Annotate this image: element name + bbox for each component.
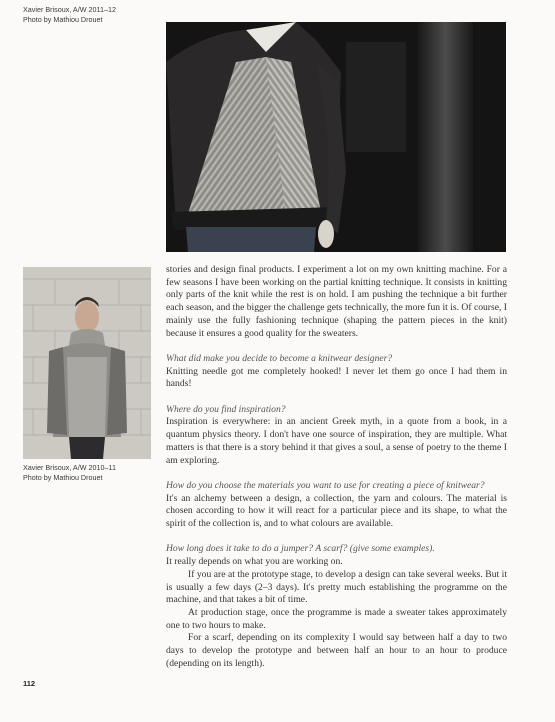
side-photo-caption bbox=[23, 463, 116, 482]
answer-duration-scarf: For a scarf, depending on its complexity I would say between half a day to two days to develop the prototype and between half an hour to an hour to produce (depending on its length). bbox=[166, 632, 507, 669]
question-materials: How do you choose the materials you want to use for creating a piece of knitwear? bbox=[166, 479, 485, 491]
answer-designer: Knitting needle got me completely hooked! I never let them go once I had them in hands! bbox=[166, 365, 507, 390]
caption-photographer: Photo by Mathiou Drouet bbox=[23, 14, 103, 24]
caption-designer: Xavier Brisoux, A/W 2011–12 bbox=[23, 5, 116, 14]
answer-duration-prototype: If you are at the prototype stage, to develop a design can take several weeks. But it is usually a few days (2–3 days). It's pretty much establishing the programme on the machine, and that takes a bit of time. bbox=[166, 568, 507, 606]
sweater-model-image bbox=[166, 22, 506, 252]
page-number: 112 bbox=[23, 679, 36, 688]
knitwear-photo-left bbox=[23, 267, 151, 459]
top-photo-caption bbox=[23, 5, 116, 24]
answer-duration-lead: It really depends on what you are working on. bbox=[166, 556, 343, 568]
interview-article bbox=[166, 264, 507, 670]
intro-paragraph: stories and design final products. I experiment a lot on my own knitting machine. For a few seasons I have been working on the partial knitting technique. It consists in knitting only parts of the knit while the rest is on hold. I am pushing the technique a bit further each season, and the bigger the challenge gets technically, the more fun it is. Of course, I mainly use the fully fashioning technique (shaping the pattern pieces in the knit) because it ensures a good quality for the sweaters. bbox=[166, 264, 507, 339]
answer-materials: It's an alchemy between a design, a collection, the yarn and colours. The material is chosen according to how it will react for a particular piece and its shape, to what the spirit of the collection is, and to what colours are available. bbox=[166, 492, 507, 530]
answer-inspiration: Inspiration is everywhere: in an ancient Greek myth, in a quote from a book, in a quantum physics theory. I don't have one source of inspiration, they are multiple. What matters is that there is a story behind it that gives a soul, a sense of poetry to the theme I am exploring. bbox=[166, 416, 507, 466]
knitwear-photo-top bbox=[166, 22, 506, 252]
question-duration: How long does it take to do a jumper? A scarf? (give some examples). bbox=[166, 543, 435, 555]
question-designer: What did make you decide to become a knitwear designer? bbox=[166, 352, 393, 364]
question-inspiration: Where do you find inspiration? bbox=[166, 403, 286, 415]
caption-photographer: Photo by Mathiou Drouet bbox=[23, 472, 103, 482]
cardigan-model-image bbox=[23, 267, 151, 459]
answer-duration-production: At production stage, once the programme is made a sweater takes approximately one to two hours to make. bbox=[166, 606, 507, 631]
caption-designer: Xavier Brisoux, A/W 2010–11 bbox=[23, 463, 116, 472]
